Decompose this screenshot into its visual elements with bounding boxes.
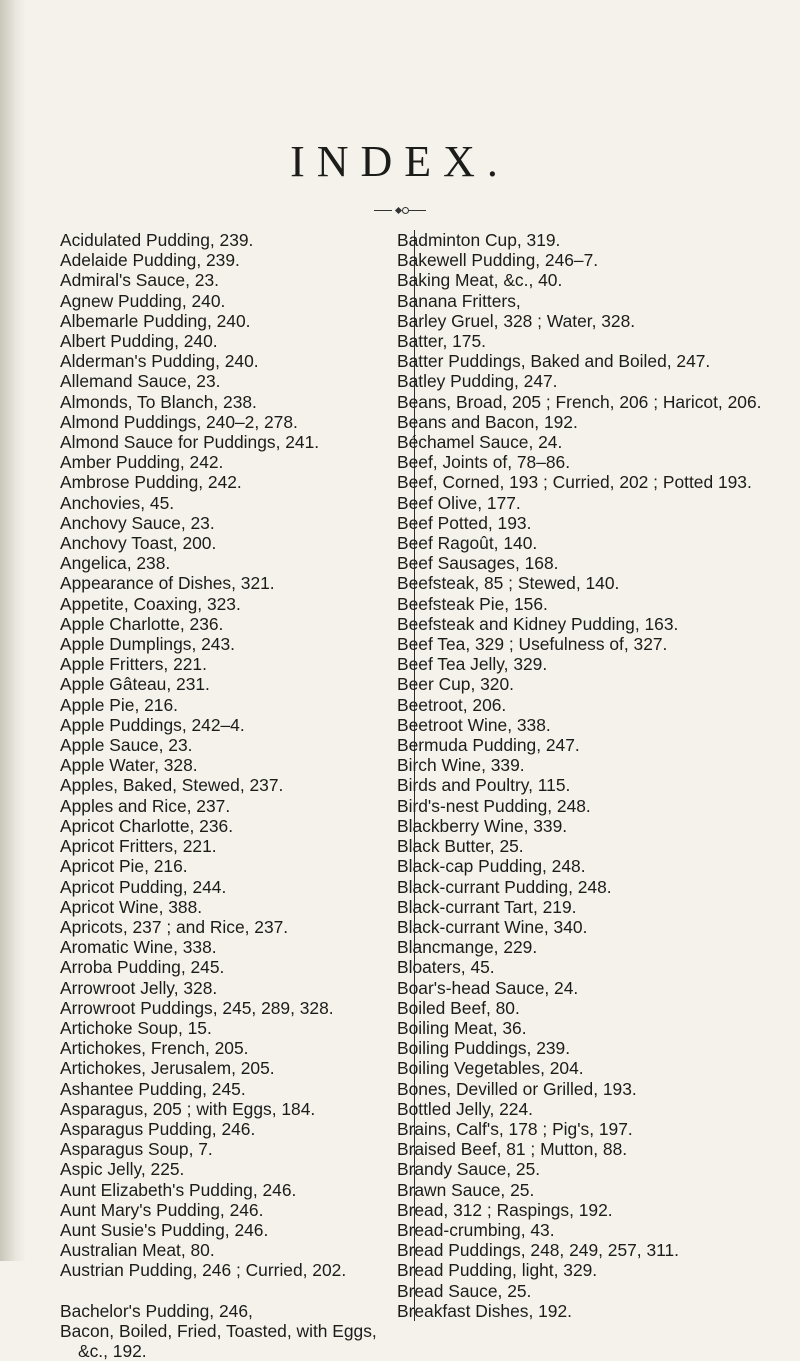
index-entry: Ambrose Pudding, 242. xyxy=(60,472,242,493)
index-entry: Apple Pie, 216. xyxy=(60,694,178,715)
index-entry: Aromatic Wine, 338. xyxy=(60,937,217,958)
index-entry: Admiral's Sauce, 23. xyxy=(60,270,219,291)
index-entry: Beef Tea, 329 ; Usefulness of, 327. xyxy=(397,634,668,655)
index-entry: Apple Dumplings, 243. xyxy=(60,634,235,655)
index-entry: Black-currant Pudding, 248. xyxy=(397,876,612,897)
index-entry: Arroba Pudding, 245. xyxy=(60,957,225,978)
index-entry: Badminton Cup, 319. xyxy=(397,230,561,250)
index-entry: Anchovy Sauce, 23. xyxy=(60,512,215,533)
index-entry: Aunt Mary's Pudding, 246. xyxy=(60,1199,264,1220)
index-entry: Brains, Calf's, 178 ; Pig's, 197. xyxy=(397,1118,633,1139)
index-entry: Bermuda Pudding, 247. xyxy=(397,735,580,756)
index-entry: Anchovies, 45. xyxy=(60,492,175,513)
index-entry: Apple Gâteau, 231. xyxy=(60,674,210,695)
index-entry: Apple Charlotte, 236. xyxy=(60,613,224,634)
index-entry: Beefsteak Pie, 156. xyxy=(397,593,548,614)
index-entry: Brandy Sauce, 25. xyxy=(397,1159,541,1180)
index-entry: Austrian Pudding, 246 ; Curried, 202. xyxy=(60,1260,347,1281)
index-entry: Beefsteak, 85 ; Stewed, 140. xyxy=(397,573,620,594)
index-entry: Bread Sauce, 25. xyxy=(397,1280,532,1301)
index-entry: Beetroot Wine, 338. xyxy=(397,714,551,735)
index-entry: Artichokes, French, 205. xyxy=(60,1038,249,1059)
index-entry: Batter, 175. xyxy=(397,331,486,352)
index-entry: Bottled Jelly, 224. xyxy=(397,1098,533,1119)
index-entry: Boar's-head Sauce, 24. xyxy=(397,977,579,998)
index-entry: Apricot Pudding, 244. xyxy=(60,876,227,897)
index-entry: Asparagus Pudding, 246. xyxy=(60,1118,256,1139)
index-entry: Batter Puddings, Baked and Boiled, 247. xyxy=(397,351,711,372)
ornament-diamond-icon xyxy=(395,207,402,214)
index-entry: Boiling Puddings, 239. xyxy=(397,1038,571,1059)
index-entry: Bakewell Pudding, 246–7. xyxy=(397,250,599,271)
index-entry: Anchovy Toast, 200. xyxy=(60,533,217,554)
index-entry: Bacon, Boiled, Fried, Toasted, with Eggs, &c., 192. xyxy=(60,1320,377,1361)
index-entry: Boiling Vegetables, 204. xyxy=(397,1058,584,1079)
index-entry: Apple Puddings, 242–4. xyxy=(60,714,245,735)
page-binding-shadow xyxy=(0,0,26,1261)
index-entry: Beetroot, 206. xyxy=(397,694,507,715)
index-entry: Aunt Susie's Pudding, 246. xyxy=(60,1219,269,1240)
index-entry: Apricot Fritters, 221. xyxy=(60,836,217,857)
index-entry: Ashantee Pudding, 245. xyxy=(60,1078,246,1099)
index-entry: Banana Fritters, xyxy=(397,290,521,311)
index-entry: Birds and Poultry, 115. xyxy=(397,775,571,796)
index-entry: Barley Gruel, 328 ; Water, 328. xyxy=(397,310,636,331)
index-entry: Adelaide Pudding, 239. xyxy=(60,250,240,271)
index-entry: Beans, Broad, 205 ; French, 206 ; Haricot, 206. xyxy=(397,391,762,412)
index-entry: Almond Sauce for Puddings, 241. xyxy=(60,432,320,453)
index-entry: Bones, Devilled or Grilled, 193. xyxy=(397,1078,637,1099)
index-entry: Artichoke Soup, 15. xyxy=(60,1017,212,1038)
index-entry: Apricot Pie, 216. xyxy=(60,856,188,877)
index-entry: Beef Sausages, 168. xyxy=(397,553,559,574)
index-entry: Apricot Wine, 388. xyxy=(60,896,203,917)
index-entry: Asparagus, 205 ; with Eggs, 184. xyxy=(60,1098,316,1119)
index-entry: Beer Cup, 320. xyxy=(397,674,514,695)
index-entry: Breakfast Dishes, 192. xyxy=(397,1300,572,1321)
index-entry: Artichokes, Jerusalem, 205. xyxy=(60,1058,275,1079)
index-entry: Blancmange, 229. xyxy=(397,937,538,958)
index-entry: Birch Wine, 339. xyxy=(397,755,525,776)
index-entry: Beef, Joints of, 78–86. xyxy=(397,452,571,473)
index-entry: Albert Pudding, 240. xyxy=(60,331,218,352)
index-entry: Apple Fritters, 221. xyxy=(60,654,207,675)
index-entry: Black Butter, 25. xyxy=(397,836,524,857)
index-entry: Alderman's Pudding, 240. xyxy=(60,351,259,372)
index-entry: Beef Tea Jelly, 329. xyxy=(397,654,548,675)
index-entry: Apricot Charlotte, 236. xyxy=(60,815,234,836)
index-entry: Beefsteak and Kidney Pudding, 163. xyxy=(397,613,679,634)
index-entry: Appearance of Dishes, 321. xyxy=(60,573,275,594)
ornament-rule-left xyxy=(374,210,392,211)
index-entry: Allemand Sauce, 23. xyxy=(60,371,221,392)
index-entry: Appetite, Coaxing, 323. xyxy=(60,593,241,614)
index-entry: Angelica, 238. xyxy=(60,553,171,574)
index-entry: Braised Beef, 81 ; Mutton, 88. xyxy=(397,1139,628,1160)
title-ornament xyxy=(374,207,426,215)
index-entry: Apple Sauce, 23. xyxy=(60,735,193,756)
index-entry: Bird's-nest Pudding, 248. xyxy=(397,795,591,816)
index-entry: Brawn Sauce, 25. xyxy=(397,1179,535,1200)
index-entry: Apples, Baked, Stewed, 237. xyxy=(60,775,284,796)
index-entry: Australian Meat, 80. xyxy=(60,1240,215,1261)
index-entry: Apples and Rice, 237. xyxy=(60,795,231,816)
index-entry: Bread, 312 ; Raspings, 192. xyxy=(397,1199,613,1220)
index-entry: Apple Water, 328. xyxy=(60,755,198,776)
index-entry xyxy=(60,1281,400,1301)
index-entry: Blackberry Wine, 339. xyxy=(397,815,568,836)
index-entry: Bachelor's Pudding, 246, xyxy=(60,1300,253,1321)
index-entry: Apricots, 237 ; and Rice, 237. xyxy=(60,916,289,937)
index-entry: Béchamel Sauce, 24. xyxy=(397,432,563,453)
index-entry: Arrowroot Jelly, 328. xyxy=(60,977,218,998)
index-entry: Aspic Jelly, 225. xyxy=(60,1159,185,1180)
index-entry: Beef, Corned, 193 ; Curried, 202 ; Potted 193. xyxy=(397,472,752,493)
index-entry: Albemarle Pudding, 240. xyxy=(60,310,251,331)
index-entry: Almonds, To Blanch, 238. xyxy=(60,391,257,412)
index-column-right xyxy=(397,230,779,1321)
index-entry: Beef Potted, 193. xyxy=(397,512,532,533)
index-entry: Almond Puddings, 240–2, 278. xyxy=(60,411,298,432)
index-entry: Aunt Elizabeth's Pudding, 246. xyxy=(60,1179,297,1200)
index-entry: Black-currant Wine, 340. xyxy=(397,916,588,937)
index-entry: Black-cap Pudding, 248. xyxy=(397,856,586,877)
index-entry: Bread Pudding, light, 329. xyxy=(397,1260,598,1281)
index-entry: Boiling Meat, 36. xyxy=(397,1017,527,1038)
index-entry: Agnew Pudding, 240. xyxy=(60,290,226,311)
index-entry: Amber Pudding, 242. xyxy=(60,452,224,473)
index-entry: Baking Meat, &c., 40. xyxy=(397,270,563,291)
index-entry: Bloaters, 45. xyxy=(397,957,495,978)
ornament-rule-right xyxy=(408,210,426,211)
index-entry: Bread Puddings, 248, 249, 257, 311. xyxy=(397,1240,680,1261)
index-entry: Beans and Bacon, 192. xyxy=(397,411,578,432)
index-entry: Acidulated Pudding, 239. xyxy=(60,230,254,250)
index-entry: Batley Pudding, 247. xyxy=(397,371,558,392)
index-entry: Beef Ragoût, 140. xyxy=(397,533,538,554)
index-entry: Bread-crumbing, 43. xyxy=(397,1219,555,1240)
page-title: INDEX. xyxy=(290,137,510,186)
index-entry: Arrowroot Puddings, 245, 289, 328. xyxy=(60,997,334,1018)
index-entry: Boiled Beef, 80. xyxy=(397,997,520,1018)
index-column-left xyxy=(60,230,400,1361)
index-entry: Black-currant Tart, 219. xyxy=(397,896,577,917)
index-entry: Beef Olive, 177. xyxy=(397,492,521,513)
index-entry: Asparagus Soup, 7. xyxy=(60,1139,213,1160)
